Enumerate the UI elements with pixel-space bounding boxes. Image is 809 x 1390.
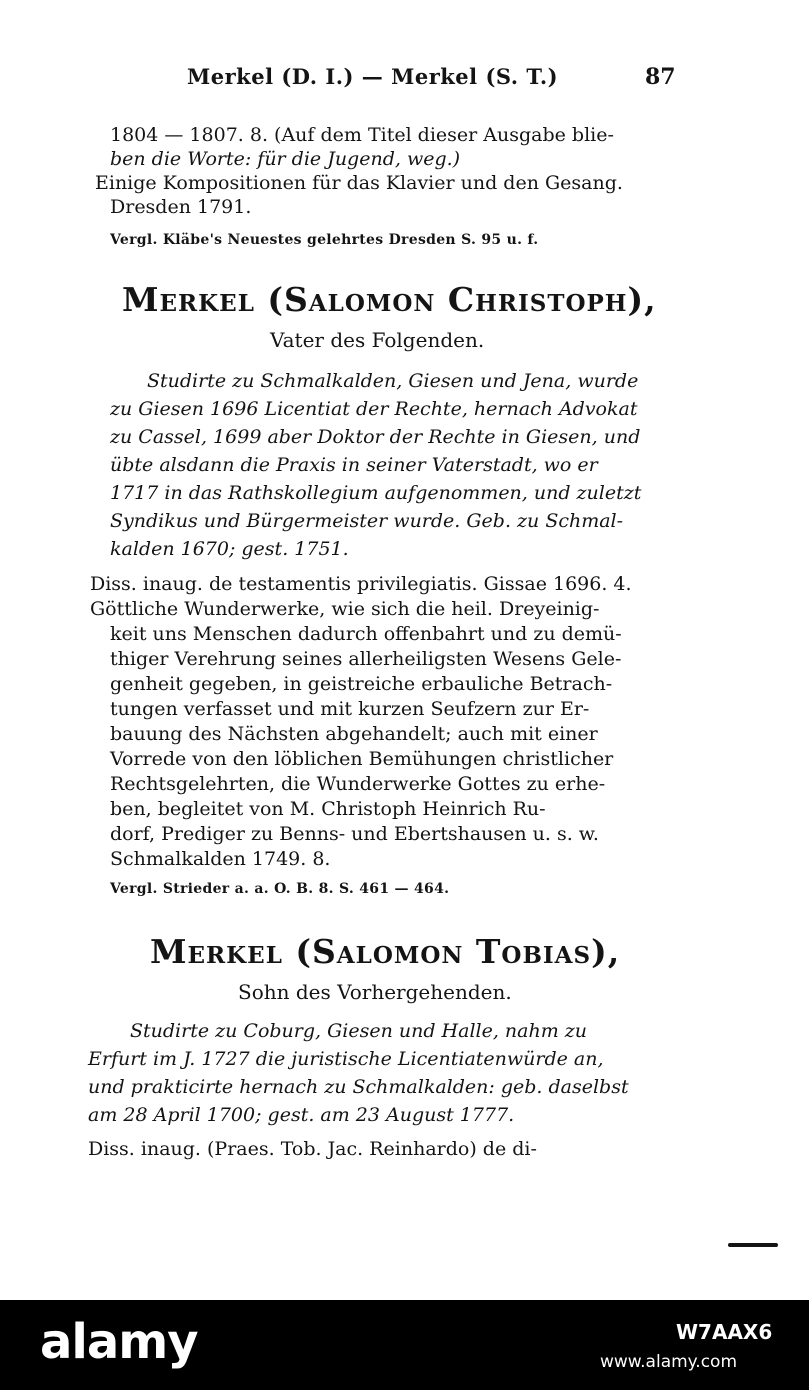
biography-line: übte alsdann die Praxis in seiner Vaterstadt, wo er <box>110 454 598 476</box>
biography-line: zu Cassel, 1699 aber Doktor der Rechte in Giesen, und <box>110 426 641 448</box>
biography-line: Studirte zu Coburg, Giesen und Halle, nahm zu <box>130 1020 588 1042</box>
page-mark <box>728 1243 778 1247</box>
watermark-url: www.alamy.com <box>600 1352 738 1372</box>
biography-line: Syndikus und Bürgermeister wurde. Geb. zu Schmal- <box>110 510 624 532</box>
works-line: Diss. inaug. (Praes. Tob. Jac. Reinhardo) de di- <box>88 1138 537 1160</box>
text-line: Dresden 1791. <box>110 196 252 218</box>
running-title: Merkel (D. I.) — Merkel (S. T.) <box>187 64 559 89</box>
reference-note: Vergl. Strieder a. a. O. B. 8. S. 461 — 464. <box>110 881 450 897</box>
works-line: Schmalkalden 1749. 8. <box>110 848 331 870</box>
works-line: Rechtsgelehrten, die Wunderwerke Gottes zu erhe- <box>110 773 606 795</box>
entry-subheading: Vater des Folgenden. <box>270 328 485 352</box>
reference-note: Vergl. Kläbe's Neuestes gelehrtes Dresden S. 95 u. f. <box>110 232 539 248</box>
biography-line: am 28 April 1700; gest. am 23 August 1777. <box>88 1104 515 1126</box>
works-line: Göttliche Wunderwerke, wie sich die heil. Dreyeinig- <box>90 598 600 620</box>
page-number: 87 <box>645 64 676 90</box>
works-line: ben, begleitet von M. Christoph Heinrich Ru- <box>110 798 546 820</box>
works-line: keit uns Menschen dadurch offenbahrt und zu demü- <box>110 623 622 645</box>
text-line: Einige Kompositionen für das Klavier und den Gesang. <box>95 172 623 194</box>
works-line: bauung des Nächsten abgehandelt; auch mit einer <box>110 723 598 745</box>
works-line: dorf, Prediger zu Benns- und Ebertshausen u. s. w. <box>110 823 599 845</box>
biography-line: kalden 1670; gest. 1751. <box>110 538 349 560</box>
watermark-brand: alamy <box>40 1314 198 1370</box>
biography-line: Studirte zu Schmalkalden, Giesen und Jena, wurde <box>147 370 639 392</box>
watermark-image-code: W7AAX6 <box>676 1320 773 1344</box>
works-line: Vorrede von den löblichen Bemühungen christlicher <box>110 748 614 770</box>
text-line: 1804 — 1807. 8. (Auf dem Titel dieser Ausgabe blie- <box>110 124 614 146</box>
works-line: Diss. inaug. de testamentis privilegiatis. Gissae 1696. 4. <box>90 573 632 595</box>
works-line: tungen verfasset und mit kurzen Seufzern zur Er- <box>110 698 590 720</box>
entry-subheading: Sohn des Vorhergehenden. <box>238 980 512 1004</box>
biography-line: 1717 in das Rathskollegium aufgenommen, und zuletzt <box>110 482 642 504</box>
works-line: thiger Verehrung seines allerheiligsten Wesens Gele- <box>110 648 622 670</box>
entry-heading: Merkel (Salomon Tobias), <box>150 932 621 971</box>
biography-line: und prakticirte hernach zu Schmalkalden: geb. daselbst <box>88 1076 629 1098</box>
text-line: ben die Worte: für die Jugend, weg.) <box>110 148 461 170</box>
biography-line: zu Giesen 1696 Licentiat der Rechte, hernach Advokat <box>110 398 638 420</box>
works-line: genheit gegeben, in geistreiche erbauliche Betrach- <box>110 673 613 695</box>
biography-line: Erfurt im J. 1727 die juristische Licentiatenwürde an, <box>88 1048 604 1070</box>
entry-heading: Merkel (Salomon Christoph), <box>122 280 657 319</box>
